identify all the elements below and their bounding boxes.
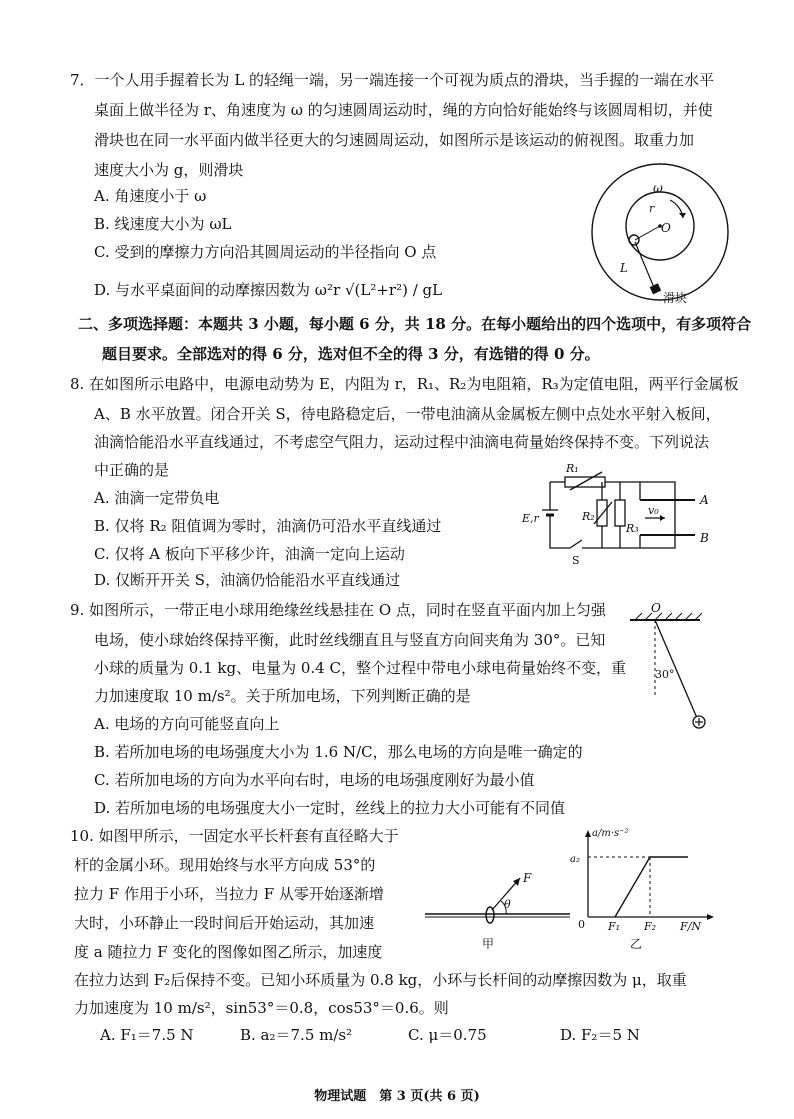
q8-line-4: 中正确的是 bbox=[94, 461, 170, 479]
q7-line-4: 速度大小为 g，则滑块 bbox=[94, 161, 244, 179]
q10-option-d: D. F₂＝5 N bbox=[560, 1026, 640, 1044]
q7-line-2: 桌面上做半径为 r、角速度为 ω 的匀速圆周运动时，绳的方向恰好能始终与该圆周相切，并使 bbox=[94, 101, 713, 119]
label-f-unit: F/N bbox=[680, 920, 701, 933]
q9-option-b: B. 若所加电场的电场强度大小为 1.6 N/C，那么电场的方向是唯一确定的 bbox=[94, 743, 583, 761]
q9-option-d: D. 若所加电场的电场强度大小一定时，丝线上的拉力大小可能有不同值 bbox=[94, 799, 566, 817]
q8-line-1: 8. 在如图所示电路中，电源电动势为 E，内阻为 r，R₁、R₂为电阻箱，R₃为定值电阻，两平行金属板 bbox=[70, 375, 739, 393]
q8-option-b: B. 仅将 R₂ 阻值调为零时，油滴仍可沿水平直线通过 bbox=[94, 517, 442, 535]
label-b: B bbox=[700, 531, 709, 545]
label-yi: 乙 bbox=[630, 937, 643, 951]
q10-line-7: 力加速度为 10 m/s²，sin53°＝0.8，cos53°＝0.6。则 bbox=[74, 999, 449, 1017]
q8-option-a: A. 油滴一定带负电 bbox=[94, 489, 220, 507]
q9-line-2: 电场，使小球始终保持平衡，此时丝线绷直且与竖直方向间夹角为 30°。已知 bbox=[94, 631, 606, 649]
label-a2: a₂ bbox=[570, 854, 580, 865]
label-a-unit: a/m·s⁻² bbox=[592, 828, 629, 839]
section2-line-2: 题目要求。全部选对的得 6 分，选对但不全的得 3 分，有选错的得 0 分。 bbox=[102, 345, 600, 363]
q9-line-4: 力加速度取 10 m/s²。关于所加电场，下列判断正确的是 bbox=[94, 687, 471, 705]
q10-option-a: A. F₁＝7.5 N bbox=[100, 1026, 194, 1044]
slider-block bbox=[650, 283, 662, 294]
r3-resistor bbox=[615, 500, 625, 526]
q10-figure-jia bbox=[420, 868, 570, 953]
label-angle: 30° bbox=[655, 668, 675, 681]
label-r: r bbox=[649, 202, 655, 215]
label-e-r: E,r bbox=[522, 512, 539, 525]
q7-line-1: 7．一个人用手握着长为 L 的轻绳一端，另一端连接一个可视为质点的滑块，当手握的一端在水平 bbox=[70, 71, 715, 89]
q8-option-d: D. 仅断开开关 S，油滴仍恰能沿水平直线通过 bbox=[94, 571, 401, 589]
rope-line bbox=[635, 242, 655, 290]
q10-line-1: 10. 如图甲所示，一固定水平长杆套有直径略大于 bbox=[70, 827, 399, 845]
label-O: O bbox=[661, 221, 671, 235]
label-r1: R₁ bbox=[566, 462, 579, 475]
q10-line-4: 大时，小环静止一段时间后开始运动，其加速 bbox=[74, 914, 375, 932]
label-slider: 滑块 bbox=[663, 291, 688, 305]
q7-option-b: B. 线速度大小为 ωL bbox=[94, 215, 232, 233]
q9-option-c: C. 若所加电场的方向为水平向右时，电场的电场强度刚好为最小值 bbox=[94, 771, 535, 789]
label-omega: ω bbox=[653, 181, 663, 195]
label-r2: R₂ bbox=[582, 510, 595, 523]
label-theta: θ bbox=[504, 898, 511, 911]
q10-figure-yi bbox=[570, 822, 720, 952]
label-L: L bbox=[620, 261, 628, 275]
section2-line-1: 二、多项选择题：本题共 3 小题，每小题 6 分，共 18 分。在每小题给出的四个选项中，有多项符合 bbox=[78, 315, 752, 333]
q9-pendulum-figure bbox=[615, 600, 725, 735]
label-O: O bbox=[651, 601, 661, 615]
q8-line-2: A、B 水平放置。闭合开关 S，待电路稳定后，一带电油滴从金属板左侧中点处水平射入板间， bbox=[94, 405, 721, 423]
q10-line-3: 拉力 F 作用于小环，当拉力 F 从零开始逐渐增 bbox=[74, 885, 384, 903]
q10-line-5: 度 a 随拉力 F 变化的图像如图乙所示，加速度 bbox=[74, 943, 383, 961]
a-f-curve bbox=[615, 857, 688, 917]
q8-option-c: C. 仅将 A 板向下平移少许，油滴一定向上运动 bbox=[94, 545, 405, 563]
q7-option-d: D. 与水平桌面间的动摩擦因数为 ω²r √(L²+r²) / gL bbox=[94, 281, 443, 299]
label-s: S bbox=[572, 554, 580, 567]
label-a: A bbox=[700, 493, 709, 507]
q7-option-c: C. 受到的摩擦力方向沿其圆周运动的半径指向 O 点 bbox=[94, 243, 437, 261]
q8-circuit-figure bbox=[520, 460, 720, 570]
q9-line-3: 小球的质量为 0.1 kg、电量为 0.4 C，整个过程中带电小球电荷量始终不变，重 bbox=[94, 659, 626, 677]
label-f1: F₁ bbox=[608, 920, 621, 933]
q9-line-1: 9. 如图所示，一带正电小球用绝缘丝线悬挂在 O 点，同时在竖直平面内加上匀强 bbox=[70, 601, 606, 619]
label-F: F bbox=[523, 871, 532, 885]
q8-line-3: 油滴恰能沿水平直线通过，不考虑空气阻力，运动过程中油滴电荷量始终保持不变。下列说法 bbox=[94, 433, 710, 451]
q10-option-b: B. a₂＝7.5 m/s² bbox=[240, 1026, 353, 1044]
q10-line-2: 杆的金属小环。现用始终与水平方向成 53°的 bbox=[74, 856, 376, 874]
label-r3: R₃ bbox=[626, 522, 639, 535]
label-f2: F₂ bbox=[644, 920, 657, 933]
q9-option-a: A. 电场的方向可能竖直向上 bbox=[94, 715, 280, 733]
q7-option-a: A. 角速度小于 ω bbox=[94, 187, 207, 205]
switch-s bbox=[570, 540, 582, 548]
q10-line-6: 在拉力达到 F₂后保持不变。已知小环质量为 0.8 kg，小环与长杆间的动摩擦因数为 μ，取重 bbox=[74, 971, 687, 989]
hand-icon bbox=[629, 235, 639, 245]
label-v0: v₀ bbox=[648, 504, 659, 517]
page-footer: 物理试题 第 3 页(共 6 页) bbox=[314, 1089, 480, 1104]
label-origin: 0 bbox=[578, 918, 585, 931]
label-jia: 甲 bbox=[482, 937, 495, 951]
q7-line-3: 滑块也在同一水平面内做半径更大的匀速圆周运动，如图所示是该运动的俯视图。取重力加 bbox=[94, 131, 695, 149]
q7-figure bbox=[565, 160, 745, 305]
q10-option-c: C. μ＝0.75 bbox=[408, 1026, 487, 1044]
r2-resistor bbox=[597, 500, 607, 526]
